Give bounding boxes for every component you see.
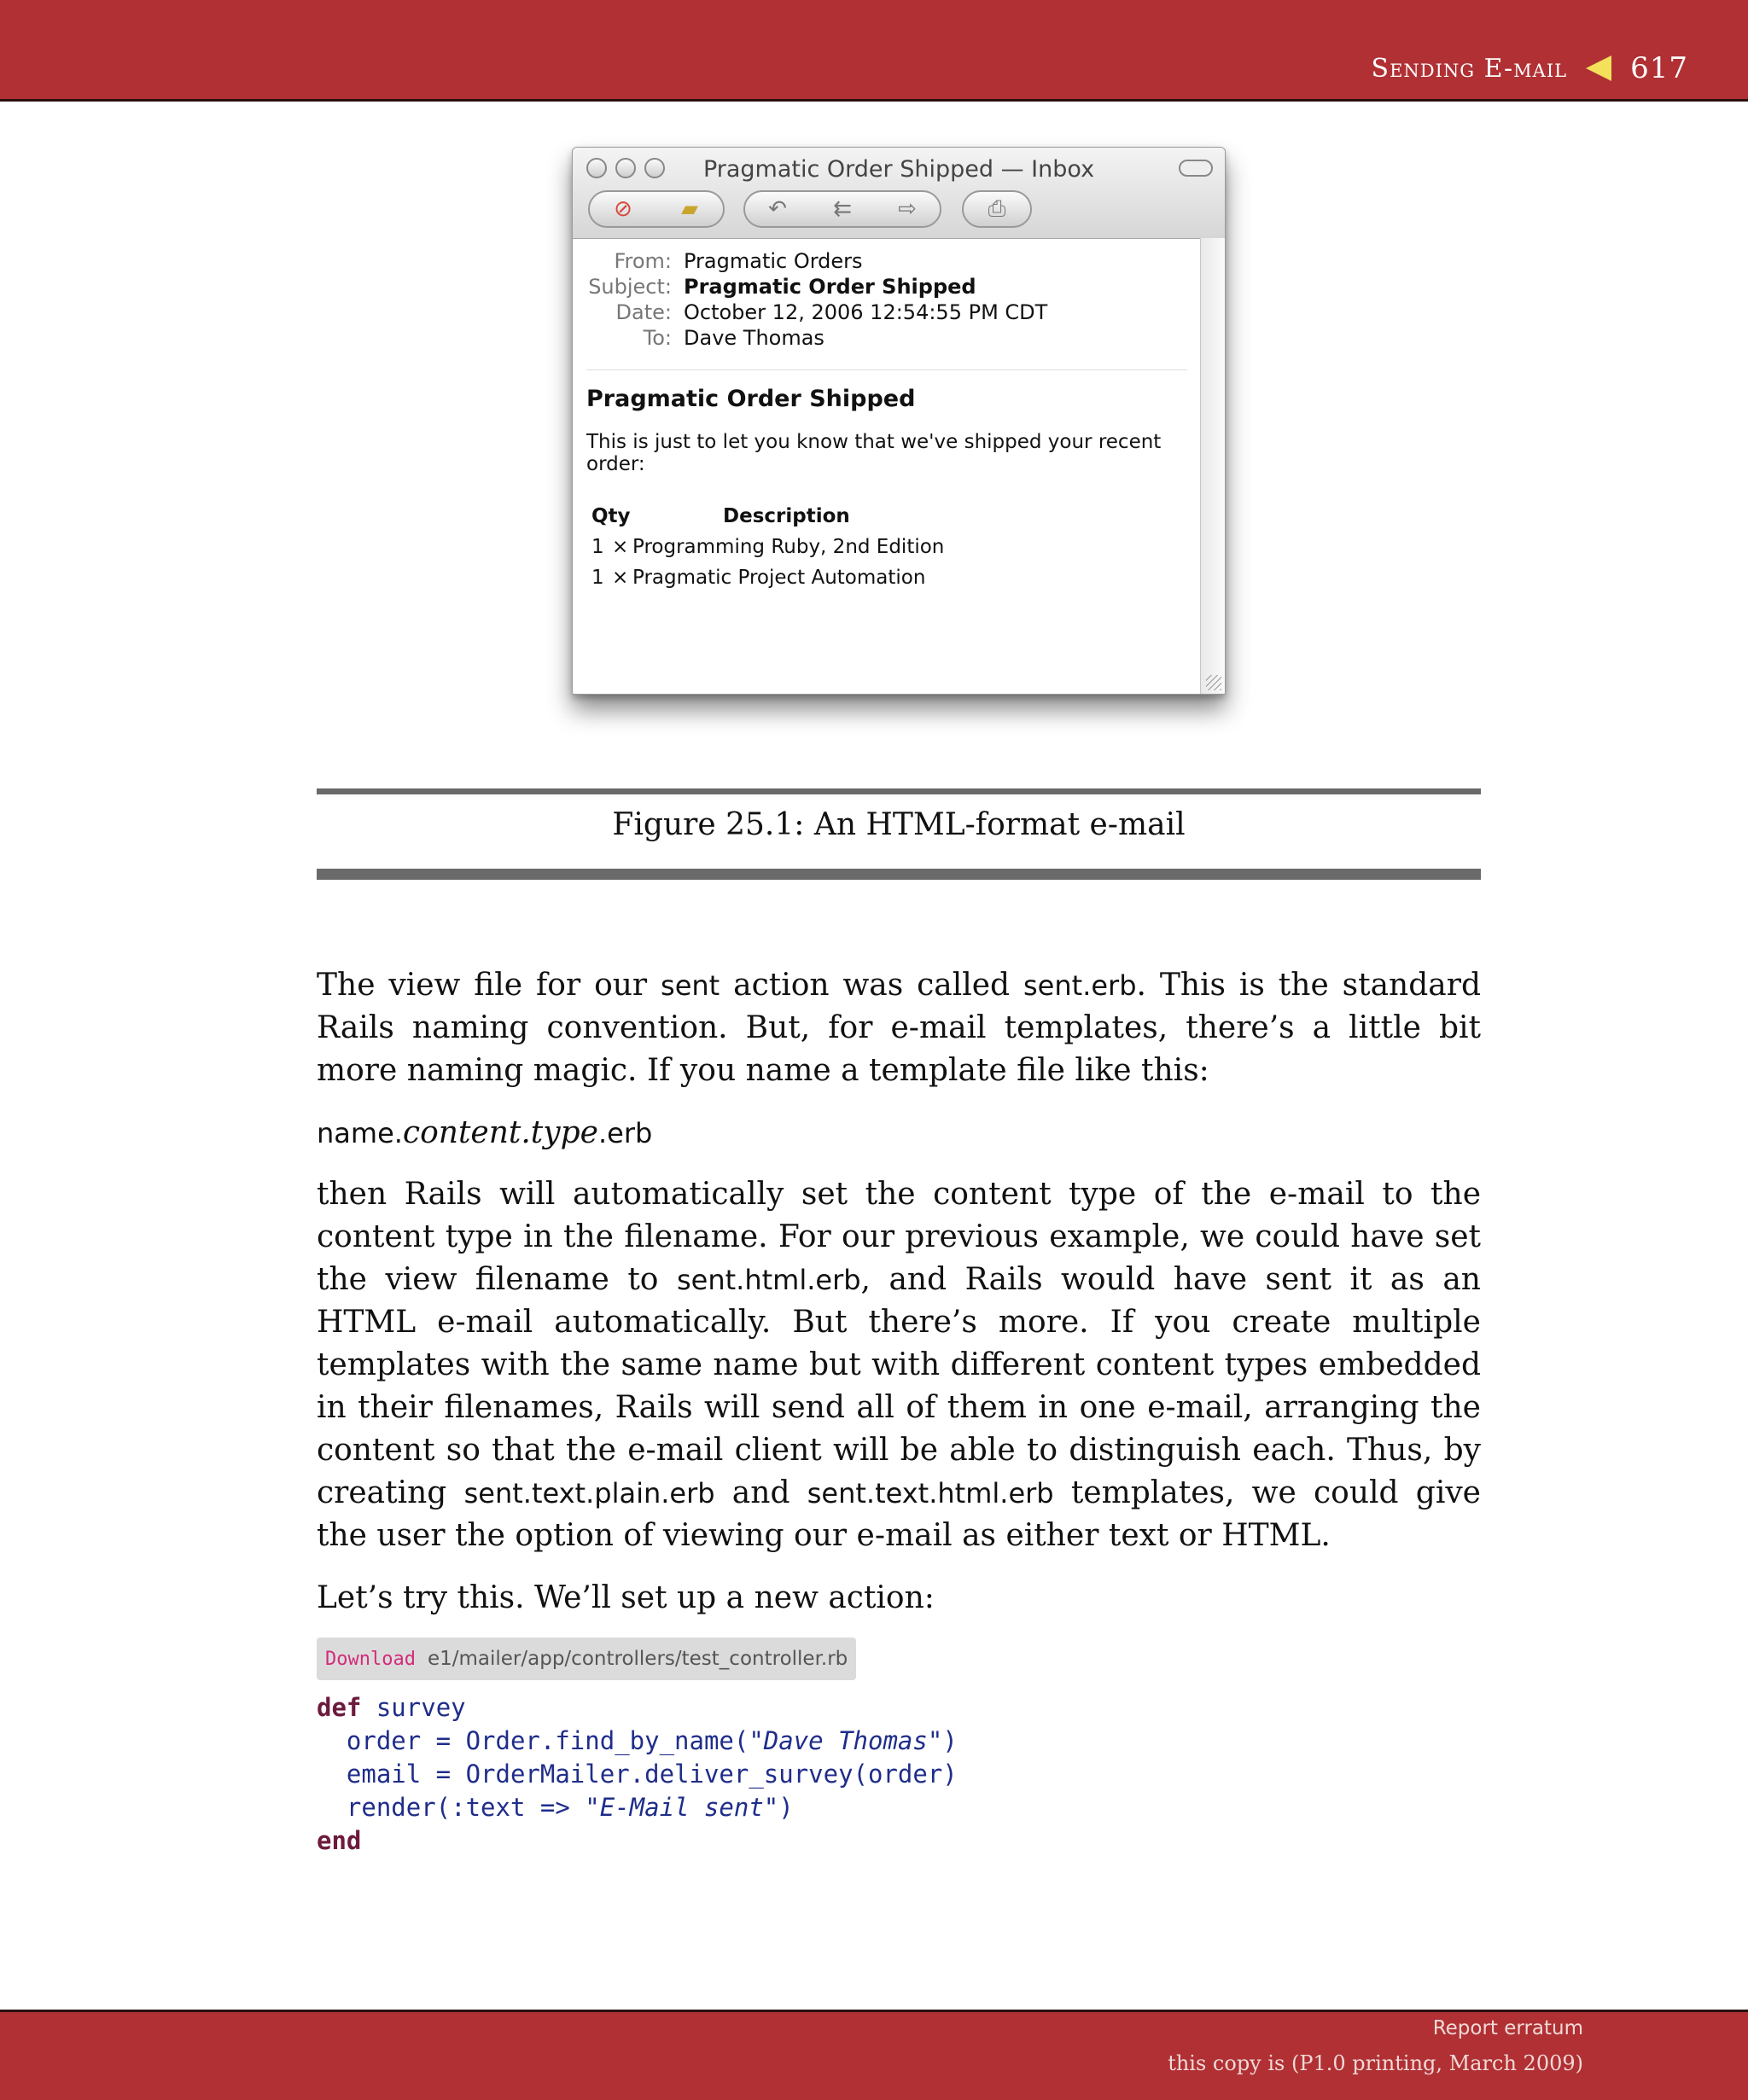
download-box[interactable]: [317, 1638, 856, 1680]
toolbar-group-delete: [588, 190, 725, 228]
order-table: [586, 501, 1187, 593]
code-line: [317, 1824, 958, 1858]
item-description: Pragmatic Project Automation: [632, 567, 926, 589]
running-header: [1372, 51, 1688, 85]
header-to: [586, 325, 1187, 351]
header-divider: [586, 369, 1187, 370]
text: The view file for our: [317, 968, 661, 1003]
reply-icon: ↶: [768, 196, 787, 222]
paragraph-3: Let’s try this. We’ll set up a new action:: [317, 1580, 935, 1615]
code-text: email = OrderMailer.deliver_survey(order): [317, 1760, 958, 1789]
text: and: [714, 1475, 807, 1510]
code-line: [317, 1691, 958, 1725]
print-icon: ⎙: [988, 196, 1006, 222]
template-name-example: [317, 1112, 1481, 1155]
window-titlebar: [573, 148, 1225, 239]
mail-window-screenshot: [572, 147, 1226, 695]
header-key: Subject:: [588, 275, 672, 299]
text: , and Rails would have sent it as an HTML e-mail automatically. But there’s more. If you create multiple templates with the same name but with different content types embedded in their filenames, Rails will send all of them in one e-mail, arranging the content so that the e-mail client will be able to distinguish each. Thus, by creating: [317, 1262, 1481, 1510]
figure-caption: Figure 25.1: An HTML-format e-mail: [612, 807, 1186, 842]
inline-code: sent: [661, 969, 720, 1002]
message-headers: [586, 248, 1187, 351]
toolbar-group-print: [962, 190, 1032, 228]
forward-icon: ⇨: [898, 196, 917, 222]
header-key: To:: [643, 326, 672, 350]
code-listing: [317, 1691, 958, 1858]
copy-notice: this copy is (P1.0 printing, March 2009): [1168, 2051, 1583, 2075]
code-string: "Dave Thomas": [749, 1726, 943, 1755]
scrollbar[interactable]: [1200, 238, 1225, 694]
reply-all-icon: ⇇: [833, 196, 852, 222]
item-qty: 1: [591, 536, 604, 558]
caption-rule-bottom: [317, 869, 1481, 880]
inline-code: sent.text.plain.erb: [463, 1477, 715, 1510]
message-pane: [573, 238, 1201, 694]
toolbar-group-reply: [743, 190, 941, 228]
toolbar-toggle-icon: [1179, 160, 1213, 177]
window-title: Pragmatic Order Shipped — Inbox: [702, 156, 1095, 183]
download-path: e1/mailer/app/controllers/test_controller.rb: [427, 1648, 848, 1670]
inline-code: sent.erb: [1023, 969, 1137, 1002]
junk-icon: ▰: [681, 196, 698, 222]
code-line: [317, 1725, 958, 1758]
header-date: [586, 300, 1187, 325]
header-subject: [586, 274, 1187, 300]
caption-rule-top: [317, 788, 1481, 794]
text: then Rails will automatically set the content type of the e-mail to the content type in the filename. For our previous example, we could have set the view filename to: [317, 1177, 1481, 1297]
header-key: From:: [614, 249, 672, 273]
header-value: Pragmatic Order Shipped: [684, 275, 976, 299]
text: . This is the standard Rails naming convention. But, for e-mail templates, there’s a little bit more naming magic. If you name a template file like this:: [317, 968, 1481, 1088]
section-title: Sending E-mail: [1371, 53, 1568, 84]
header-value: Pragmatic Orders: [684, 249, 863, 273]
resize-grip-icon[interactable]: [1206, 675, 1221, 690]
message-intro: This is just to let you know that we've shipped your recent order:: [586, 431, 1162, 475]
item-qty: 1: [591, 567, 604, 589]
item-times: ×: [612, 567, 629, 589]
filename-part: name.: [317, 1117, 403, 1149]
table-row: [591, 532, 1187, 562]
inline-code: sent.html.erb: [676, 1264, 861, 1296]
filename-part: .erb: [597, 1117, 653, 1149]
table-row: [591, 562, 1187, 593]
code-text: survey: [361, 1693, 466, 1722]
code-keyword: def: [317, 1693, 362, 1722]
text: action was called: [720, 968, 1023, 1003]
delete-icon: ⊘: [614, 196, 632, 222]
code-text: order = Order.find_by_name(: [317, 1726, 749, 1755]
report-erratum-link[interactable]: Report erratum: [1432, 2017, 1583, 2039]
header-value: October 12, 2006 12:54:55 PM CDT: [684, 300, 1048, 324]
message-title: Pragmatic Order Shipped: [586, 386, 916, 412]
filename-part: content.type: [402, 1115, 598, 1150]
inline-code: sent.text.html.erb: [807, 1477, 1054, 1510]
code-string: "E-Mail sent": [585, 1793, 779, 1822]
header-value: Dave Thomas: [684, 326, 824, 350]
item-description: Programming Ruby, 2nd Edition: [632, 536, 945, 558]
text: templates, we could give the user the option of viewing our e-mail as either text or HTML.: [317, 1475, 1481, 1553]
header-key: Date:: [615, 300, 672, 324]
code-text: ): [942, 1726, 958, 1755]
page-number: 617: [1630, 51, 1688, 85]
column-qty: Qty: [591, 505, 631, 527]
paragraph-1: [317, 964, 1481, 1092]
table-header: [591, 501, 1187, 532]
code-keyword: end: [317, 1826, 362, 1855]
back-arrow-icon[interactable]: [1586, 55, 1611, 81]
code-text: ): [778, 1793, 794, 1822]
paragraph-2: [317, 1173, 1481, 1557]
code-line: [317, 1758, 958, 1791]
download-link[interactable]: Download: [325, 1648, 416, 1670]
item-times: ×: [612, 536, 629, 558]
code-text: render(:text =>: [317, 1793, 586, 1822]
header-from: [586, 248, 1187, 274]
code-line: [317, 1791, 958, 1824]
column-description: Description: [723, 505, 850, 527]
